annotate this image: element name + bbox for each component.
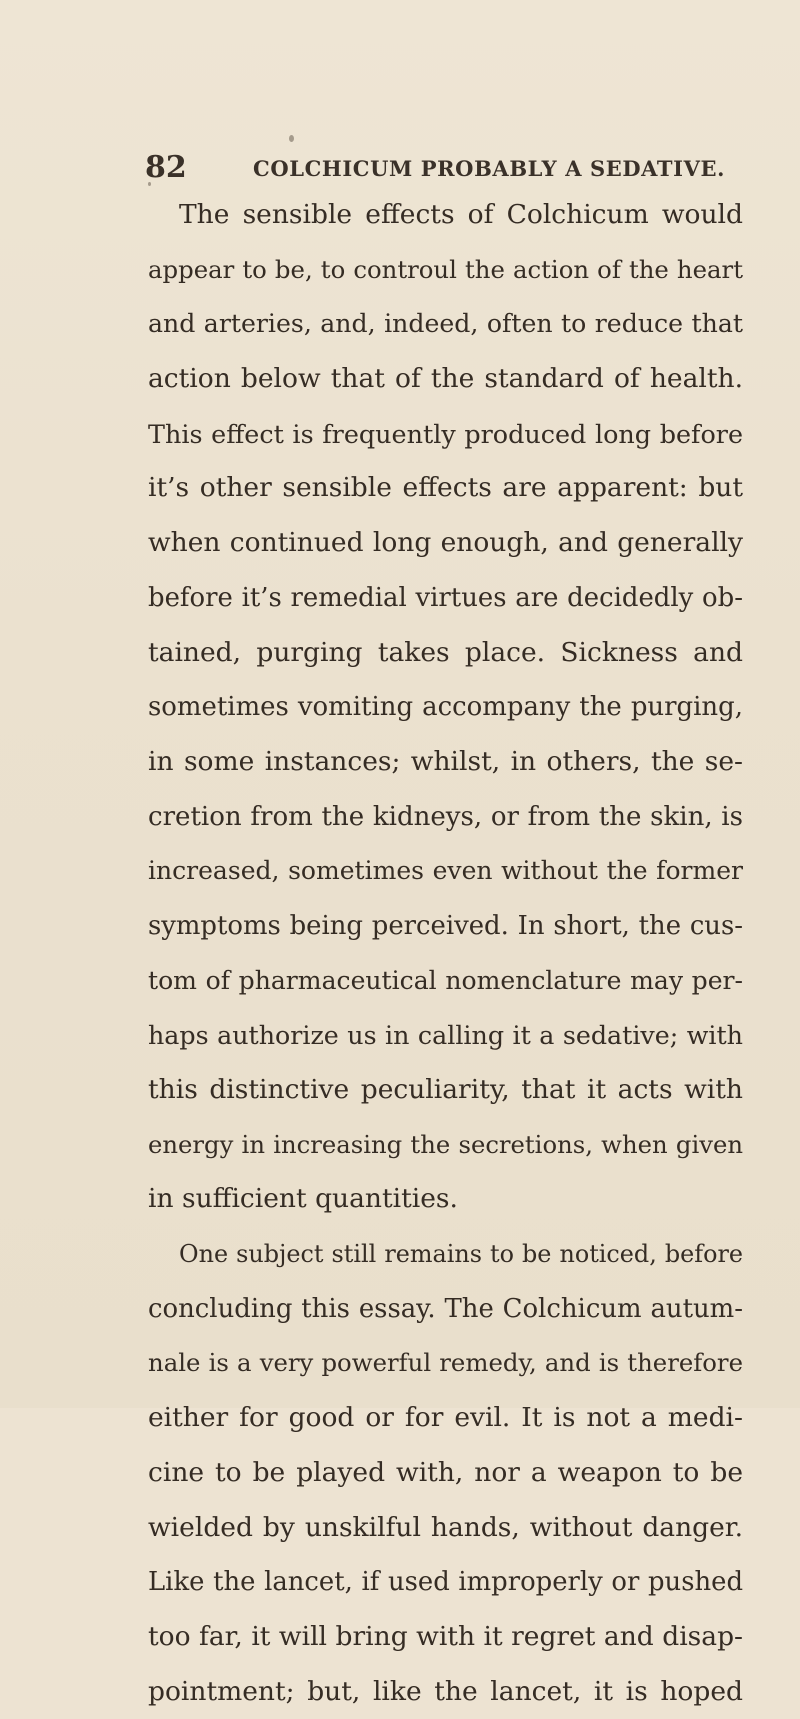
text-line: when continued long enough, and generally <box>148 527 743 559</box>
text-line: wielded by unskilful hands, without danger. <box>148 1511 743 1543</box>
text-line: it’s other sensible effects are apparent: but <box>148 472 743 504</box>
body-text <box>148 188 743 1719</box>
text-line: One subject still remains to be noticed, before <box>179 1240 743 1269</box>
text-line: haps authorize us in calling it a sedative; with <box>148 1020 743 1051</box>
text-line: and arteries, and, indeed, often to reduce that <box>148 309 743 339</box>
text-line: either for good or for evil. It is not a medi- <box>148 1402 743 1434</box>
text-line: The sensible effects of Colchicum would <box>179 199 743 230</box>
text-line: too far, it will bring with it regret and disap- <box>148 1620 743 1652</box>
text-line: This effect is frequently produced long before <box>148 418 743 449</box>
text-line: cretion from the kidneys, or from the skin, is <box>148 801 743 832</box>
text-line: sometimes vomiting accompany the purging, <box>148 692 743 723</box>
text-line: before it’s remedial virtues are decidedly ob- <box>148 582 743 613</box>
text-line: tom of pharmaceutical nomenclature may per- <box>148 965 743 995</box>
text-line: pointment; but, like the lancet, it is hoped <box>148 1675 743 1707</box>
text-line: symptoms being perceived. In short, the cus- <box>148 910 743 941</box>
running-head: COLCHICUM PROBABLY A SEDATIVE. <box>253 156 725 181</box>
text-line: tained, purging takes place. Sickness and <box>148 636 743 668</box>
text-line: action below that of the standard of health. <box>148 363 743 395</box>
text-line: concluding this essay. The Colchicum autum- <box>148 1293 743 1324</box>
text-line: energy in increasing the secretions, when given <box>148 1129 743 1159</box>
text-line: in sufficient quantities. <box>148 1183 458 1215</box>
text-line: this distinctive peculiarity, that it acts with <box>148 1074 743 1105</box>
text-line: cine to be played with, nor a weapon to be <box>148 1456 743 1488</box>
text-line: Like the lancet, if used improperly or pushed <box>148 1567 743 1598</box>
text-line: in some instances; whilst, in others, the se- <box>148 745 743 777</box>
page-number: 82 <box>145 150 187 185</box>
text-line: nale is a very powerful remedy, and is therefore <box>148 1348 743 1378</box>
text-line: increased, sometimes even without the former <box>148 856 743 886</box>
text-line: appear to be, to controul the action of the heart <box>148 254 743 284</box>
paper-speck <box>289 135 294 142</box>
